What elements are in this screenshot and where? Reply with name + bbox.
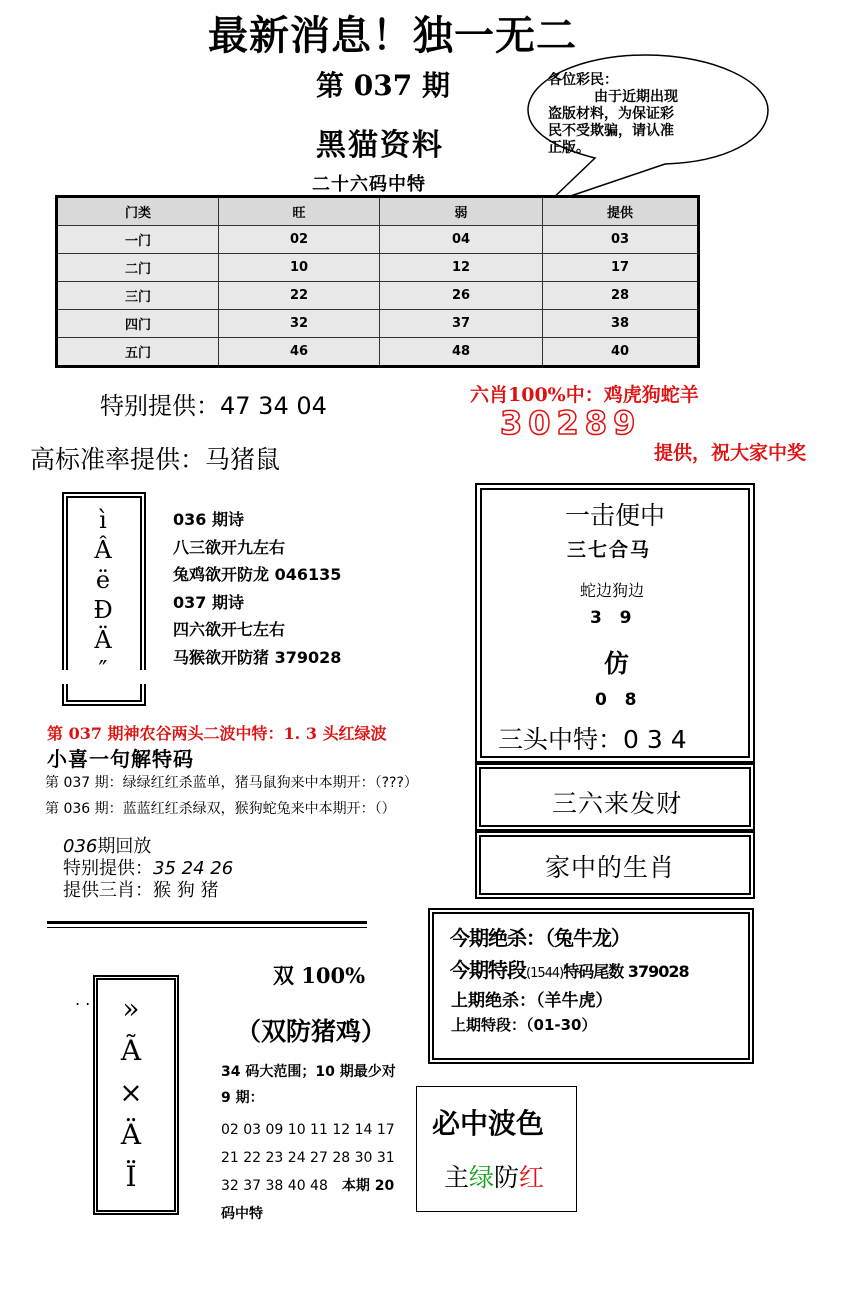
wave-fang: 防	[494, 1163, 520, 1192]
glyph: »	[122, 992, 140, 1025]
table-cell: 26	[380, 282, 543, 310]
shuang-sub: （双防猪鸡）	[236, 1017, 387, 1046]
poem-line: 036 期诗	[173, 510, 244, 529]
issue-number: 第 037 期	[316, 69, 450, 102]
poem-line: 八三欲开九左右	[173, 537, 286, 557]
kill-line2-c: 特码尾数 379028	[563, 962, 689, 981]
wave-colors	[444, 1158, 544, 1194]
review-num: 036	[63, 836, 98, 857]
high-accuracy-value: 马猪鼠	[205, 445, 281, 474]
shuang-title: 双 100%	[273, 963, 366, 988]
special-label: 特别提供：	[100, 392, 220, 420]
wish-text: 提供，祝大家中奖	[654, 442, 807, 464]
divider	[47, 921, 367, 924]
table-cell: 17	[543, 254, 699, 282]
table-row	[57, 254, 699, 282]
table-cell: 四门	[57, 310, 219, 338]
shuang-range2: 9 期：	[221, 1090, 264, 1106]
kill-line3: 上期绝杀：（羊牛虎）	[451, 991, 613, 1011]
table-row	[57, 338, 699, 367]
headline: 最新消息！独一无二	[208, 12, 577, 59]
column-header: 弱	[380, 197, 543, 226]
special-value: 47 34 04	[220, 392, 327, 420]
shennong-line: 第 037 期神农谷两头二波中特：1. 3 头红绿波	[47, 724, 387, 743]
table-cell: 10	[219, 254, 380, 282]
poem-line: 037 期诗	[173, 592, 244, 612]
glyph: Â	[94, 536, 112, 564]
door-table	[55, 195, 700, 368]
one-hit-fang: 仿	[604, 649, 630, 678]
review-special-value: 35 24 26	[153, 858, 234, 879]
xiaoxi-title: 小喜一句解特码	[47, 747, 194, 771]
one-hit-title: 一击便中	[565, 501, 666, 530]
glyph: ×	[119, 1076, 143, 1109]
page-title: 黑猫资料	[316, 128, 444, 163]
kill-line1: 今期绝杀：（兔牛龙）	[450, 926, 630, 950]
shuang-tail: 码中特	[221, 1206, 263, 1222]
glyph: Ð	[93, 596, 113, 624]
poem-line: 兔鸡欲开防龙 046135	[173, 565, 342, 584]
riddle-line: 第 036 期：蓝蓝红红杀绿双，猴狗蛇兔来中本期开：（）	[45, 801, 396, 817]
table-cell: 03	[543, 226, 699, 254]
glyph: Ã	[120, 1034, 142, 1067]
kill-line2-b: (1544)	[526, 966, 564, 981]
this-issue: 本期 20	[341, 1178, 395, 1194]
column-header: 旺	[219, 197, 380, 226]
poem-lines	[173, 506, 341, 671]
glyph: Ä	[120, 1118, 142, 1151]
wave-title: 必中波色	[432, 1107, 545, 1140]
poem-line: 四六欲开七左右	[173, 620, 286, 639]
three-head: 三头中特：0 3 4	[498, 725, 687, 754]
bubble-text	[548, 72, 738, 154]
glyph: Ï	[125, 1160, 137, 1193]
table-header-row	[57, 197, 699, 226]
column-header: 提供	[543, 197, 699, 226]
one-hit-sub: 三七合马	[567, 539, 652, 561]
table-cell: 五门	[57, 338, 219, 367]
riddle-line: 第 037 期：绿绿红红杀蓝单，猪马鼠狗来中本期开：（???）	[45, 775, 418, 791]
table-cell: 46	[219, 338, 380, 367]
six-animals-text: 六肖100%中：鸡虎狗蛇羊	[470, 384, 699, 406]
table-cell: 40	[543, 338, 699, 367]
glyph: ″	[98, 656, 108, 684]
column-header: 门类	[57, 197, 219, 226]
review-block	[63, 836, 233, 902]
review-title	[63, 836, 233, 858]
review-special-label: 特别提供：	[63, 858, 153, 879]
poem-glyphs	[88, 505, 118, 685]
table-cell: 28	[543, 282, 699, 310]
wave-lv: 绿	[469, 1163, 495, 1192]
wave-hong: 红	[519, 1163, 545, 1192]
wave-zhu: 主	[444, 1163, 470, 1192]
special-provide	[100, 386, 327, 421]
kill-line2-a: 今期特段	[450, 958, 526, 982]
divider	[47, 927, 367, 928]
shuang-range: 34 码大范围；10 期最少对	[221, 1064, 396, 1080]
nums-line: 21 22 23 24 27 28 30 31	[221, 1150, 395, 1166]
bubble-line: 由于近期出现	[594, 89, 678, 105]
one-hit-nums2: 0 8	[595, 690, 637, 710]
bubble-line: 正版。	[548, 140, 590, 154]
review-three-value: 猴 狗 猪	[153, 880, 219, 901]
table-cell: 02	[219, 226, 380, 254]
table-cell: 二门	[57, 254, 219, 282]
nums-line-last: 32 37 38 40 48	[221, 1178, 328, 1194]
glyph: ë	[95, 566, 111, 594]
nums-line	[221, 1172, 395, 1200]
table-row	[57, 310, 699, 338]
poem-line: 马猴欲开防猪 379028	[173, 647, 342, 667]
nums-line: 02 03 09 10 11 12 14 17	[221, 1122, 395, 1138]
table-cell: 22	[219, 282, 380, 310]
kill-line2	[450, 954, 689, 983]
review-title-text: 期回放	[97, 836, 152, 857]
jiazhong-text: 家中的生肖	[545, 853, 676, 882]
table-cell: 04	[380, 226, 543, 254]
bubble-line: 各位彩民：	[548, 72, 618, 88]
table-cell: 48	[380, 338, 543, 367]
glyph: ì	[99, 506, 107, 534]
glyph: Ä	[94, 626, 112, 654]
shuang-nums	[221, 1116, 395, 1228]
kill-line4: 上期特段：（01-30）	[451, 1016, 597, 1034]
review-special	[63, 858, 233, 880]
table-cell: 一门	[57, 226, 219, 254]
table-row	[57, 226, 699, 254]
table-cell: 32	[219, 310, 380, 338]
table-cell: 37	[380, 310, 543, 338]
lower-dots: . .	[75, 990, 91, 1009]
lower-glyphs	[113, 988, 149, 1198]
table-subtitle: 二十六码中特	[312, 174, 426, 195]
one-hit-side: 蛇边狗边	[580, 581, 645, 600]
one-hit-nums1: 3 9	[590, 608, 632, 628]
code-number: 30289	[500, 404, 642, 442]
high-accuracy-label: 高标准率提供：	[30, 445, 206, 474]
review-three	[63, 880, 233, 902]
sanliu-text: 三六来发财	[552, 789, 683, 818]
high-accuracy	[30, 440, 280, 476]
table-cell: 38	[543, 310, 699, 338]
table-row	[57, 282, 699, 310]
table-cell: 12	[380, 254, 543, 282]
table-cell: 三门	[57, 282, 219, 310]
review-three-label: 提供三肖：	[63, 880, 153, 901]
bubble-line: 盗版材料，为保证彩	[548, 106, 674, 122]
bubble-line: 民不受欺骗，请认准	[548, 123, 674, 139]
